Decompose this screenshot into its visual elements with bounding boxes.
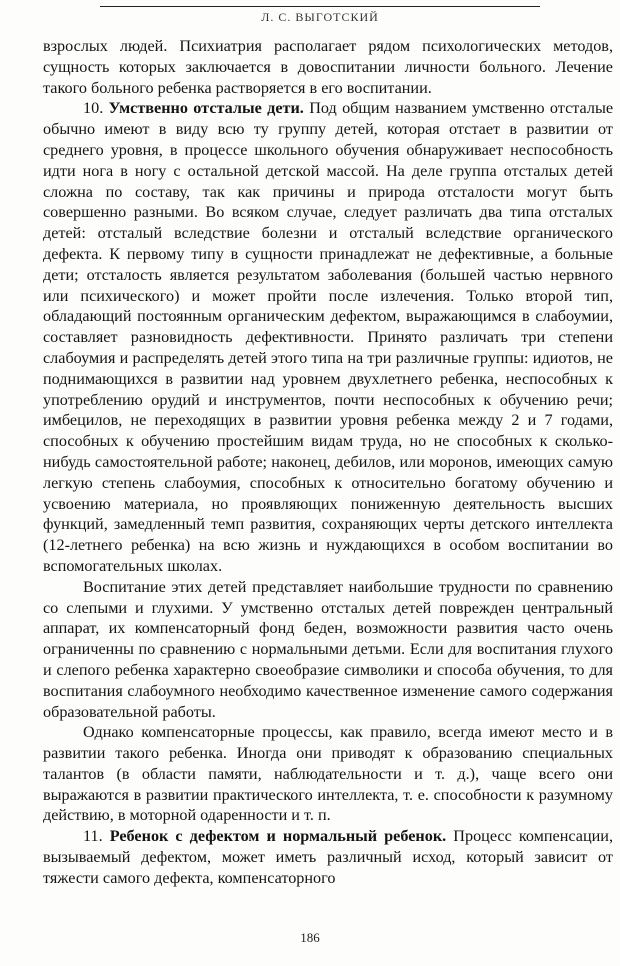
paragraph-3 [43,577,613,723]
section-number-11: 11. [83,827,103,846]
paragraph-4-text: Однако компенсаторные процессы, как правило, всегда имеют место и в развитии такого ребенка. Иногда они приводят к образованию специальных талантов (в области памяти, наблюдательности и т. д.), чаще всего они выражаются в развитии практического интеллекта, т. е. способности к разумному действию, в моторной одаренности и т. п. [43,723,613,825]
body-text [43,36,613,889]
page-number: 186 [300,930,320,945]
paragraph-3-text: Воспитание этих детей представляет наибольшие трудности по сравнению со слепыми и глухими. У умственно отсталых детей поврежден центральный аппарат, их компенсаторный фонд беден, возможности развития часто очень ограниченны по сравнению с нормальными детьми. Если для воспитания глухого и слепого ребенка характерно своеобразие символики и способа обучения, то для воспитания слабоумного необходимо качественное изменение самого содержания образовательной работы. [43,577,613,721]
section-number-10: 10. [83,99,104,118]
paragraph-5-text: Процесс компенсации, вызываемый дефектом, может иметь различный исход, который зависит от тяжести самого дефекта, компенсаторного [43,827,614,887]
paragraph-5 [43,826,613,888]
paragraph-2-text: Под общим названием умственно отсталые обычно имеют в виду всю ту группу детей, которая отстает в развитии от среднего уровня, в процессе школьного обучения обнаруживает неспособность идти нога в ногу с остальной детской массой. На деле группа отсталых детей сложна по составу, так как причины и природа отсталости могут быть совершенно разными. Во всяком случае, следует различать два типа отсталых детей: отсталый вследствие болезни и отсталый вследствие органического дефекта. К первому типу в сущности принадлежат не дефективные, а больные дети; отсталость является результатом заболевания (большей частью нервного или психического) и может пройти после излечения. Только второй тип, обладающий постоянным органическим дефектом, выражающимся в слабоумии, составляет разновидность дефективности. Принято различать три степени слабоумия и распределять детей этого типа на три различные группы: идиотов, не поднимающихся в развитии над уровнем двухлетнего ребенка, неспособных к употреблению орудий и инструментов, почти неспособных к обучению речи; имбецилов, не переходящих в развитии уровня ребенка между 2 и 7 годами, способных к обучению простейшим видам труда, но не способных к сколько-нибудь самостоятельной работе; наконец, дебилов, или моронов, имеющих самую легкую степень слабоумия, способных к относительно богатому обучению и усвоению материала, но проявляющих пониженную деятельность высших функций, замедленный темп развития, сохраняющих черты детского интеллекта (12-летнего ребенка) на всю жизнь и нуждающихся в особом воспитании во вспомогательных школах. [43,99,614,575]
header-rule [100,6,540,7]
paragraph-2 [43,98,613,576]
paragraph-4 [43,722,613,826]
section-heading-11: Ребенок с дефектом и нормальный ребенок. [109,827,447,846]
section-heading-10: Умственно отсталые дети. [108,99,304,118]
paragraph-1-text: взрослых людей. Психиатрия располагает рядом психологических методов, сущность которых заключается в довоспитании личности больного. Лечение такого больного ребенка растворяется в его воспитании. [43,37,613,97]
paragraph-1 [43,36,613,98]
running-head: Л. С. ВЫГОТСКИЙ [261,10,379,24]
